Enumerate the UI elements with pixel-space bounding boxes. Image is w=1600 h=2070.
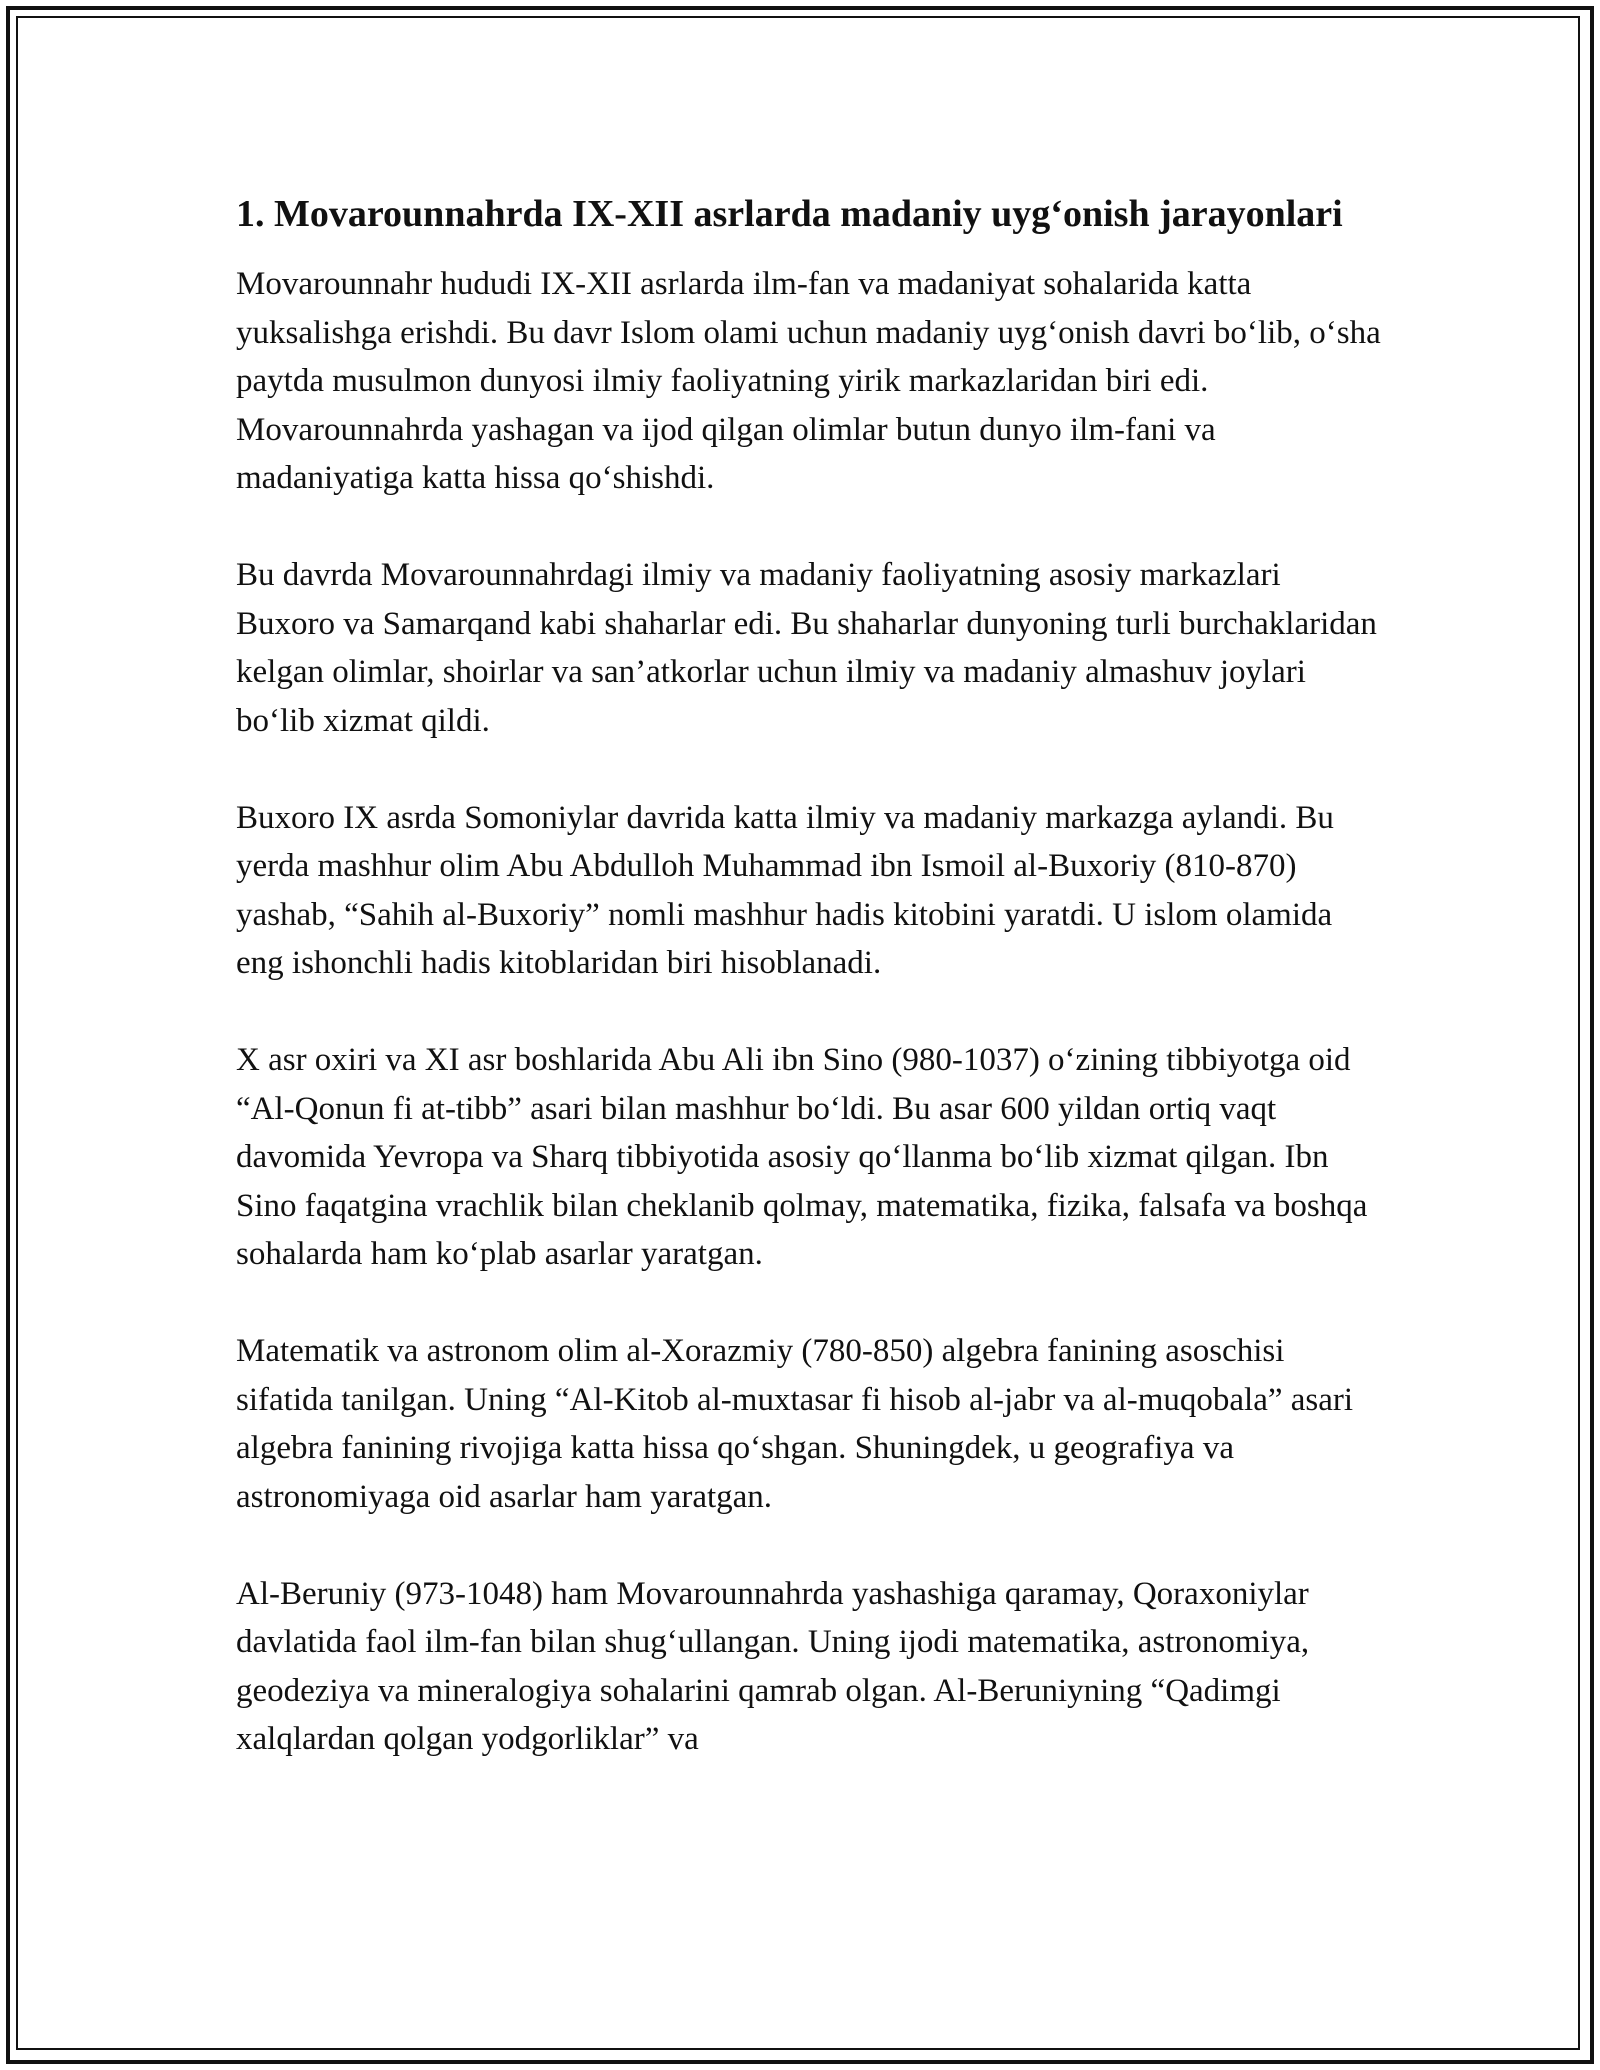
section-title: 1. Movarounnahrda IX-XII asrlarda madaniy uyg‘onish jarayonlari <box>236 193 1343 235</box>
document-body <box>236 186 1386 1812</box>
paragraph-ibn-sino: X asr oxiri va XI asr boshlarida Abu Ali ibn Sino (980-1037) o‘zining tibbiyotga oid “Al-Qonun fi at-tibb” asari bilan mashhur bo‘ldi. Bu asar 600 yildan ortiq vaqt davomida Yevropa va Sharq tibbiyotida asosiy qo‘llanma bo‘lib xizmat qilgan. Ibn Sino faqatgina vrachlik bilan cheklanib qolmay, matematika, fizika, falsafa va boshqa sohalarda ham ko‘plab asarlar yaratgan. <box>236 1042 1368 1272</box>
paragraph-xorazmiy: Matematik va astronom olim al-Xorazmiy (780-850) algebra fanining asoschisi sifatida tanilgan. Uning “Al-Kitob al-muxtasar fi hisob al-jabr va al-muqobala” asari algebra fanining rivojiga katta hissa qo‘shgan. Shuningdek, u geografiya va astronomiyaga oid asarlar ham yaratgan. <box>236 1333 1354 1515</box>
paragraph-beruniy: Al-Beruniy (973-1048) ham Movarounnahrda yashashiga qaramay, Qoraxoniylar davlatida faol ilm-fan bilan shug‘ullangan. Uning ijodi matematika, astronomiya, geodeziya va mineralogiya sohalarini qamrab olgan. Al-Beruniyning “Qadimgi xalqlardan qolgan yodgorliklar” va <box>236 1575 1310 1757</box>
paragraph-centers: Bu davrda Movarounnahrdagi ilmiy va madaniy faoliyatning asosiy markazlari Buxoro va Samarqand kabi shaharlar edi. Bu shaharlar dunyoning turli burchaklaridan kelgan olimlar, shoirlar va san’atkorlar uchun ilmiy va madaniy almashuv joylari bo‘lib xizmat qildi. <box>236 557 1377 739</box>
paragraph-bukhari: Buxoro IX asrda Somoniylar davrida katta ilmiy va madaniy markazga aylandi. Bu yerda mashhur olim Abu Abdulloh Muhammad ibn Ismoil al-Buxoriy (810-870) yashab, “Sahih al-Buxoriy” nomli mashhur hadis kitobini yaratdi. U islom olamida eng ishonchli hadis kitoblaridan biri hisoblanadi. <box>236 799 1334 981</box>
paragraph-intro: Movarounnahr hududi IX-XII asrlarda ilm-fan va madaniyat sohalarida katta yuksalishga erishdi. Bu davr Islom olami uchun madaniy uyg‘onish davri bo‘lib, o‘sha paytda musulmon dunyosi ilmiy faoliyatning yirik markazlaridan biri edi. Movarounnahrda yashagan va ijod qilgan olimlar butun dunyo ilm-fani va madaniyatiga katta hissa qo‘shishdi. <box>236 266 1381 496</box>
